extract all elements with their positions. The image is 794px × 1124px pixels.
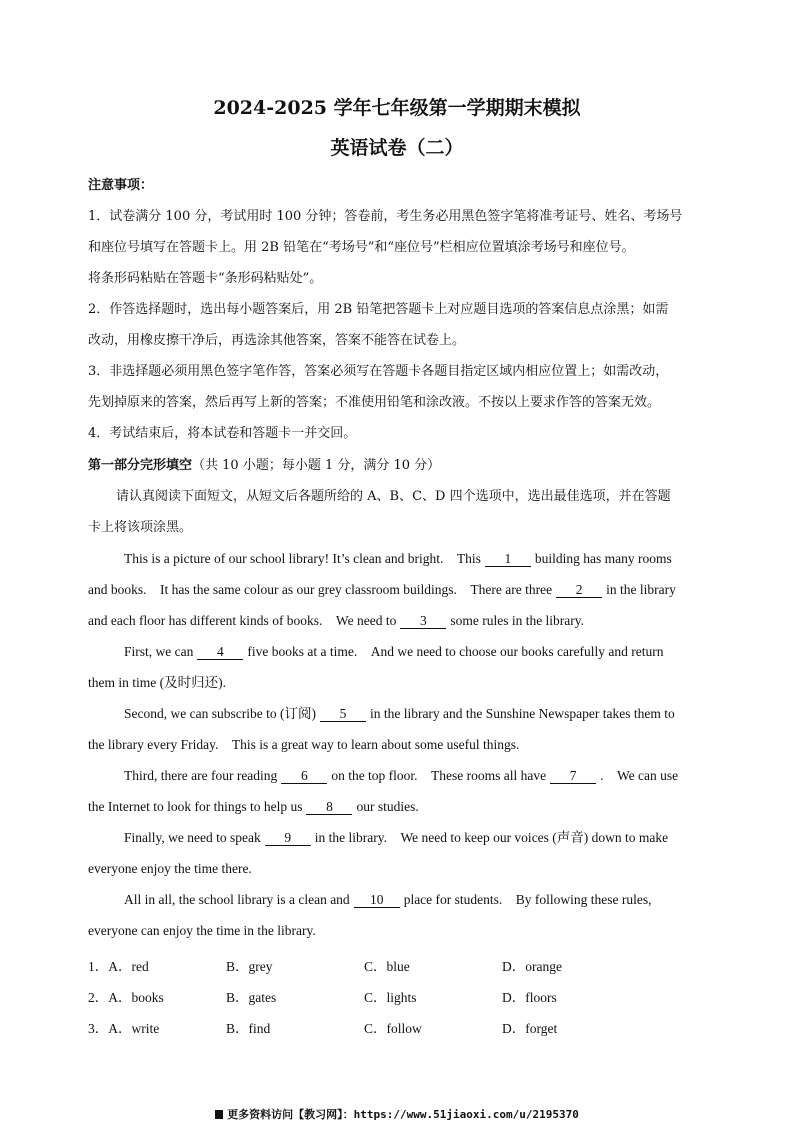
passage-text: our studies. <box>356 799 419 814</box>
part1-heading-line <box>88 458 440 474</box>
blank-1: 1 <box>485 552 531 567</box>
passage-text: Third, there are four reading <box>124 768 278 783</box>
notice-line: 将条形码粘贴在答题卡“条形码粘贴处”。 <box>88 271 323 286</box>
blank-7: 7 <box>550 769 596 784</box>
passage-line <box>88 582 676 598</box>
passage-text: in the library <box>606 582 676 597</box>
option-b: B．gates <box>226 990 277 1005</box>
option-a: 3．A．write <box>88 1021 160 1036</box>
option-c: C．follow <box>364 1021 422 1036</box>
passage-text: the Internet to look for things to help us <box>88 799 303 814</box>
notice-line: 3．非选择题必须用黑色签字笔作答，答案必须写在答题卡各题目指定区域内相应位置上；如需改动， <box>88 364 669 379</box>
option-a: 1．A．red <box>88 959 149 974</box>
option-b: B．grey <box>226 959 273 974</box>
part1-heading: 第一部分完形填空 <box>88 458 193 473</box>
passage-line <box>88 799 419 815</box>
flag-icon <box>215 1110 223 1119</box>
passage-line: them in time (及时归还). <box>88 675 226 690</box>
blank-8: 8 <box>306 800 352 815</box>
passage-text: in the library. We need to keep our voices (声音) down to make <box>314 830 669 845</box>
passage-text: Finally, we need to speak <box>124 830 261 845</box>
notice-heading: 注意事项： <box>88 178 154 193</box>
instruction-line: 卡上将该项涂黑。 <box>88 520 193 535</box>
blank-6: 6 <box>281 769 327 784</box>
passage-line <box>124 768 678 784</box>
passage-text: All in all, the school library is a clean and <box>124 892 350 907</box>
blank-4: 4 <box>197 645 243 660</box>
passage-line: the library every Friday. This is a great way to learn about some useful things. <box>88 737 520 752</box>
passage-text: . We can use <box>600 768 679 783</box>
footer-link[interactable]: 更多资料访问【教习网】：https://www.51jiaoxi.com/u/2195370 <box>227 1108 579 1121</box>
option-d: D．floors <box>502 990 557 1005</box>
option-c: C．blue <box>364 959 410 974</box>
passage-text: place for students. By following these rules, <box>403 892 652 907</box>
passage-text: and each floor has different kinds of books. We need to <box>88 613 397 628</box>
passage-line <box>124 551 672 567</box>
passage-line <box>88 613 584 629</box>
option-d: D．orange <box>502 959 562 974</box>
exam-subtitle: 英语试卷（二） <box>330 137 464 159</box>
instruction-line: 请认真阅读下面短文，从短文后各题所给的 A、B、C、D 四个选项中，选出最佳选项，并在答题 <box>116 489 671 504</box>
notice-line: 和座位号填写在答题卡上。用 2B 铅笔在“考场号”和“座位号”栏相应位置填涂考场号和座位号。 <box>88 240 635 255</box>
passage-text: some rules in the library. <box>450 613 585 628</box>
option-b: B．find <box>226 1021 271 1036</box>
notice-line: 改动，用橡皮擦干净后，再选涂其他答案，答案不能答在试卷上。 <box>88 333 466 348</box>
notice-line: 4．考试结束后，将本试卷和答题卡一并交回。 <box>88 426 357 441</box>
passage-line <box>124 892 652 908</box>
blank-10: 10 <box>354 893 400 908</box>
part1-score: （共 10 小题；每小题 1 分，满分 10 分） <box>192 458 441 473</box>
passage-text: This is a picture of our school library! It’s clean and bright. This <box>124 551 481 566</box>
notice-line: 2．作答选择题时，选出每小题答案后，用 2B 铅笔把答题卡上对应题目选项的答案信息点涂黑；如需 <box>88 302 669 317</box>
passage-text: on the top floor. These rooms all have <box>331 768 547 783</box>
option-c: C．lights <box>364 990 417 1005</box>
exam-title: 2024-2025 学年七年级第一学期期末模拟 <box>213 97 581 119</box>
passage-text: five books at a time. And we need to choose our books carefully and return <box>247 644 664 659</box>
passage-line: everyone enjoy the time there. <box>88 861 252 876</box>
option-a: 2．A．books <box>88 990 164 1005</box>
blank-9: 9 <box>265 831 311 846</box>
notice-line: 1．试卷满分 100 分，考试用时 100 分钟；答卷前，考生务必用黑色签字笔将准考证号、姓名、考场号 <box>88 209 683 224</box>
passage-text: First, we can <box>124 644 194 659</box>
blank-2: 2 <box>556 583 602 598</box>
passage-line <box>124 644 664 660</box>
footer[interactable] <box>0 1106 794 1122</box>
option-d: D．forget <box>502 1021 558 1036</box>
passage-line: everyone can enjoy the time in the library. <box>88 923 316 938</box>
notice-line: 先划掉原来的答案，然后再写上新的答案；不准使用铅笔和涂改液。不按以上要求作答的答案无效。 <box>88 395 661 410</box>
passage-line <box>124 706 675 722</box>
passage-text: and books. It has the same colour as our grey classroom buildings. There are three <box>88 582 553 597</box>
blank-3: 3 <box>400 614 446 629</box>
passage-text: Second, we can subscribe to (订阅) <box>124 706 316 721</box>
passage-line <box>124 830 668 846</box>
blank-5: 5 <box>320 707 366 722</box>
passage-text: in the library and the Sunshine Newspaper takes them to <box>369 706 675 721</box>
passage-text: building has many rooms <box>534 551 672 566</box>
